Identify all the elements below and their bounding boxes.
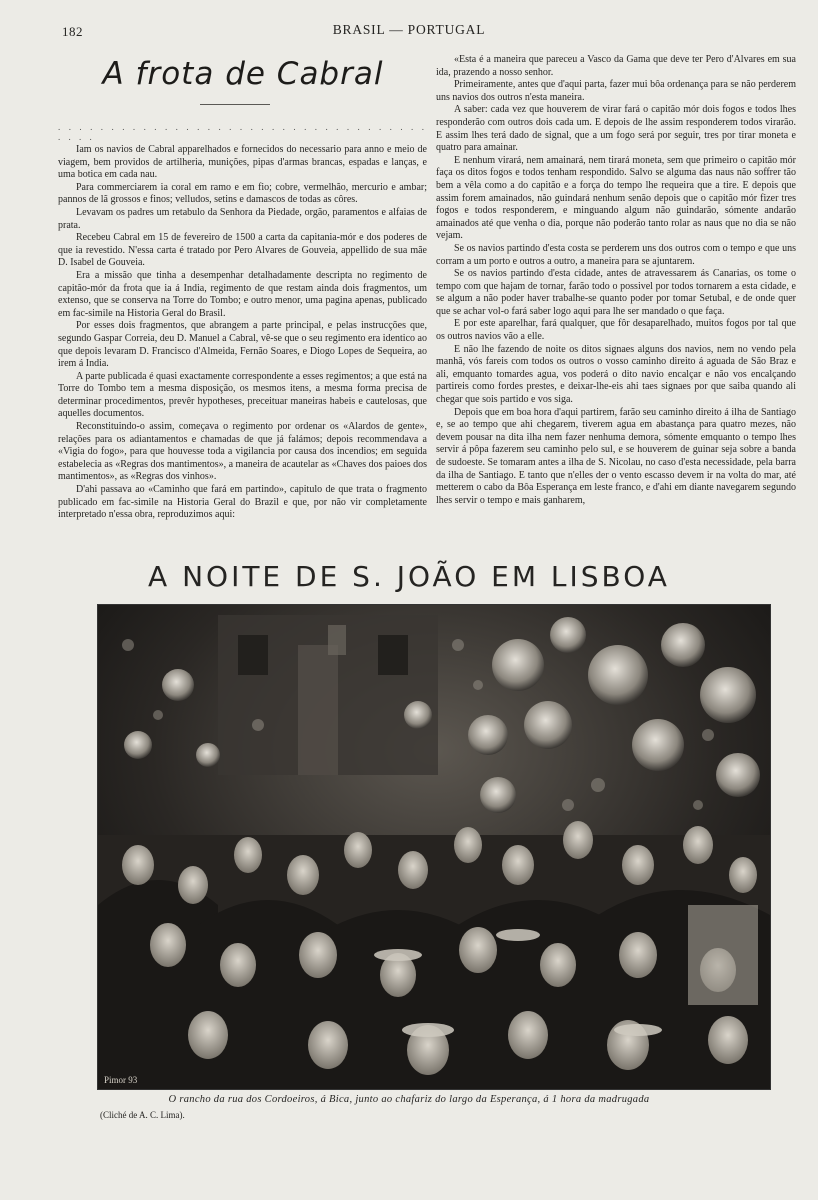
paragraph: Depois que em boa hora d'aqui partirem, farão seu caminho direito á ilha de Santiago e, se ao tempo que ahi chegarem, tiverem agua em abastança para quatro mezes, não devem pousar na dita ilha nem fazer nenhuma demora, sómente emquanto o tempo lhes servir á pôpa fazerem seu caminho pelo sul, e se houverem de guinar seja sobre a banda de sudoeste. Se tomaram antes a ilha de S. Nicolau, no caso d'esta necessidade, pela barra da ilha de Santiago. E tanto que n'elles der o vento escasso devem ir na volta do mar, até metterem o cabo da Bôa Esperança em leste franco, e d'ahi em diante navegarem segundo lhes servir o tempo e mais ganharem, (436, 406, 796, 506)
paragraph: Recebeu Cabral em 15 de fevereiro de 1500 a carta da capitania-mór e dos poderes de que ia revestido. N'essa carta é tratado por Pero Alvares de Gouveia, appellido de sua mãe D. Isabel de Gouveia. (58, 232, 427, 269)
feature-heading: A NOITE DE S. JOÃO EM LISBOA (148, 560, 670, 593)
paragraph: Por esses dois fragmentos, que abrangem a parte principal, e pelas instrucções que, segundo Gaspar Correia, deu D. Manuel a Cabral, vê-se que o seu regimento era identico ao que depois levaram D. Francisco d'Almeida, Fernão Soares, e Diogo Lopes de Sequeira, ao irem á India. (58, 320, 427, 370)
crowd (98, 821, 770, 1089)
paragraph: Se os navios partindo d'esta costa se perderem uns dos outros com o tempo e que uns corram a um porto e outros a outro, a maneira para se ajuntarem. (436, 242, 796, 267)
article-title: A frota de Cabral (102, 56, 384, 92)
paragraph: Levavam os padres um retabulo da Senhora da Piedade, orgão, paramentos e alfaias de prata. (58, 206, 427, 231)
paragraph: Para commerciarem ia coral em ramo e em fio; cobre, vermelhão, mercurio e ambar; pannos de lã grossos e finos; velludos, setins e damascos de todas as côres. (58, 181, 427, 206)
paragraph: Reconstituindo-o assim, começava o regimento por ordenar os «Alardos de gente», relações para os adiantamentos e chamadas de que já falámos; depois recommendava a «Vigia do fogo», para que houvesse toda a vigilancia por causa dos incendios; em seguida estabelecia as «Regras dos mantimentos», a maneira de acautelar as «Chaves dos paioes dos mantimentos», as «Regras dos vinhos». (58, 421, 427, 483)
paragraph: Se os navios partindo d'esta cidade, antes de atravessarem ás Canarias, os tome o tempo com que hajam de tornar, farão todo o possivel por todos tornarem a esta cidade, e se algum a não poder haver trabalhe-se quanto poder por tomar Setubal, e de onde quer que se achar vol-o fará saber logo aqui para lhe ser mandado o que faça. (436, 268, 796, 317)
photo-credit: (Cliché de A. C. Lima). (100, 1110, 185, 1120)
photo-caption: O rancho da rua dos Cordoeiros, á Bica, junto ao chafariz do largo da Esperança, á 1 hora da madrugada (168, 1094, 650, 1105)
paragraph: E por este aparelhar, fará qualquer, que fôr desaparelhado, muitos fogos por tal que os outros navios vão a elle. (436, 318, 796, 343)
paragraph: «Esta é a maneira que pareceu a Vasco da Gama que deve ter Pero d'Alvares em sua ida, prazendo a nosso senhor. (436, 54, 796, 78)
paragraph: A parte publicada é quasi exactamente correspondente a esses regimentos; a que está na Torre do Tombo tem a mesma disposição, os mesmos itens, a mesma forma precisa de determinar procedimentos, prevêr hypotheses, preceituar maneiras habeis e cautelosas, que aquelles documentos. (58, 370, 427, 420)
paragraph: Iam os navios de Cabral apparelhados e fornecidos do necessario para anno e meio de viagem, bem providos de artilheria, munições, pipas d'armas brancas, espadas e lanças, e uma botica em cada nau. (58, 144, 427, 181)
photo-signature: Pimor 93 (104, 1075, 138, 1085)
paragraph: E nenhum virará, nem amainará, nem tirará moneta, sem que primeiro o capitão mór faça os ditos fogos e todos tenham respondido. Salvo se alguma das naus não soffrer tão bem a vêla como a do capitão e a força do tempo lhe requeira que a tire. E depois que assim forem amainados, não guindará nenhum senão depois que o capitão mór fizer tres fogos e todos responderem, e minguando algum não guindarão, sómente andarão amainados até que venha o dia, porque não poderão tanto rolar as naus que no dia se não vejam. (436, 154, 796, 242)
paragraph: Era a missão que tinha a desempenhar detalhadamente descripta no regimento de capitão-mór da frota que ia á India, regimento de que restam ainda dois fragmentos, um extenso, que se conserva na Torre do Tombo; e outro menor, uma pagina apenas, publicado em fac-simile na Historia Geral do Brasil. (58, 269, 427, 319)
ellipsis-dots: . . . . . . . . . . . . . . . . . . . . . . . . . . . . . . . . . . . . . . . (58, 122, 427, 142)
photo-illustration (98, 605, 770, 1089)
paragraph: Primeiramente, antes que d'aqui parta, fazer mui bôa ordenança para se não perderem uns navios dos outros n'esta maneira. (436, 79, 796, 103)
running-title: BRASIL — PORTUGAL (332, 22, 486, 37)
title-divider (200, 104, 270, 105)
festival-photo (97, 604, 771, 1090)
paragraph: D'ahi passava ao «Caminho que fará em partindo», capitulo de que trata o fragmento publicado em fac-simile na Historia Geral do Brazil e que, por não vir completamente interpretado n'essa obra, reproduzimos aqui: (58, 484, 427, 521)
page-number: 182 (62, 24, 83, 39)
paragraph: A saber: cada vez que houverem de virar fará o capitão mór dois fogos e todos lhes responderão com outros dois cada um. E depois de lhe assim responderem todos virarão. E assim lhes terá dado de signal, que a um fogo será por seguir, tres por tirar moneta e quatro para amainar. (436, 104, 796, 154)
article-column-right (436, 54, 796, 507)
article-column-left (58, 122, 427, 522)
paragraph: E não lhe fazendo de noite os ditos signaes alguns dos navios, nem no vendo pela manhã, vós fareis com todos os outros o vosso caminho direito á aguada de São Braz e ali, emquanto tomardes agua, vos poderá o dito navio encalçar e não vos encalçando partireis como fordes prestes, e deixar-lhe-eis ahi taes signaes por que saiba quando ali chegar que sois partido e vos siga. (436, 343, 796, 406)
